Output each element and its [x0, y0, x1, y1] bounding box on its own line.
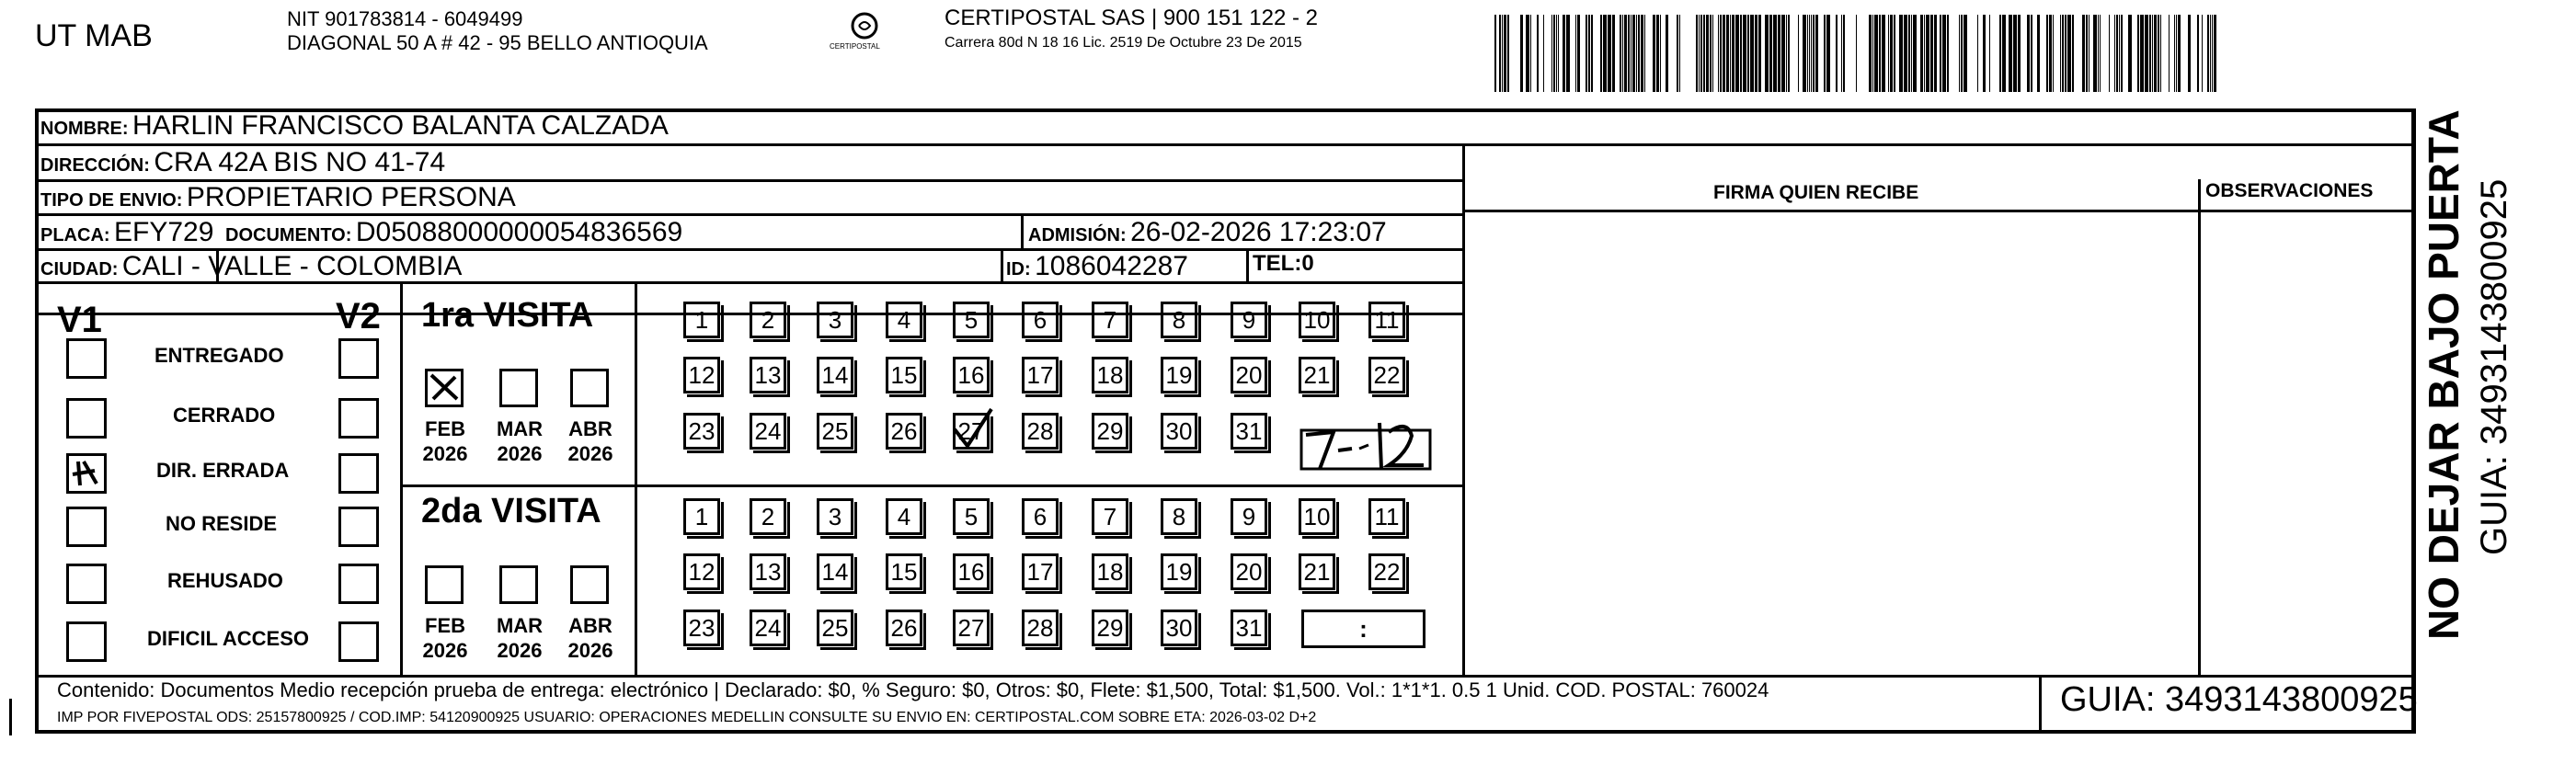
day-box[interactable]: 29 — [1092, 610, 1128, 646]
day-box[interactable]: 5 — [953, 498, 990, 535]
direccion-value: CRA 42A BIS NO 41-74 — [154, 147, 446, 177]
month-name: MAR — [496, 614, 544, 637]
v2-checkbox[interactable] — [338, 621, 379, 662]
month-checkbox[interactable] — [425, 369, 464, 407]
status-label: ENTREGADO — [155, 344, 284, 367]
company-name: UT MAB — [35, 18, 153, 53]
month-year: 2026 — [567, 442, 613, 465]
month-year: 2026 — [422, 639, 468, 662]
month-year: 2026 — [497, 639, 543, 662]
day-box[interactable]: 19 — [1161, 357, 1197, 393]
month-year: 2026 — [567, 639, 613, 662]
month-name: MAR — [496, 417, 544, 440]
day-box[interactable]: 26 — [886, 610, 922, 646]
footer-contents: Contenido: Documentos Medio recepción prueba de entrega: electrónico | Declarado: $0, % Seguro: $0, Otros: $0, Flete: $1,500, Total: $1,500. Vol.: 1*1*1. 0.5 1 Unid. COD. POSTAL: 760024 — [57, 678, 1769, 701]
firma-header: FIRMA QUIEN RECIBE — [1713, 182, 1919, 203]
month-label — [419, 416, 471, 466]
day-box[interactable]: 30 — [1161, 610, 1197, 646]
v1-checkbox[interactable] — [66, 507, 107, 547]
ciudad-field — [40, 251, 462, 282]
month-checkbox[interactable] — [570, 369, 609, 407]
first-visit-title: 1ra VISITA — [421, 296, 594, 335]
day-box[interactable]: 27 — [953, 610, 990, 646]
tel-value: 0 — [1301, 251, 1314, 276]
tipo-envio-field — [40, 182, 516, 213]
month-label — [565, 613, 616, 663]
day-box[interactable]: 2 — [750, 302, 786, 338]
nit-line: NIT 901783814 - 6049499 — [287, 7, 523, 30]
month-name: FEB — [425, 417, 465, 440]
logo-caption: CERTIPOSTAL — [830, 42, 880, 51]
tipo-envio-label: TIPO DE ENVIO: — [40, 190, 183, 211]
day-box[interactable]: 13 — [750, 553, 786, 590]
day-box[interactable]: 14 — [817, 553, 853, 590]
day-box[interactable]: 30 — [1161, 413, 1197, 450]
nombre-field — [40, 110, 669, 142]
day-box[interactable]: 23 — [683, 413, 720, 450]
admision-label: ADMISIÓN: — [1028, 225, 1127, 245]
day-box[interactable]: 9 — [1231, 498, 1267, 535]
placa-field — [40, 217, 213, 248]
id-value: 1086042287 — [1035, 251, 1188, 281]
day-box[interactable]: 16 — [953, 357, 990, 393]
day-box[interactable]: 5 — [953, 302, 990, 338]
documento-value: D05088000000054836569 — [355, 217, 683, 247]
month-year: 2026 — [497, 442, 543, 465]
side-warning: NO DEJAR BAJO PUERTA — [2420, 109, 2467, 640]
day-box[interactable]: 29 — [1092, 413, 1128, 450]
day-box[interactable]: 17 — [1022, 553, 1059, 590]
nombre-value: HARLIN FRANCISCO BALANTA CALZADA — [132, 110, 669, 141]
day-box[interactable]: 24 — [750, 413, 786, 450]
day-box[interactable]: 4 — [886, 498, 922, 535]
month-label — [494, 613, 545, 663]
day-box[interactable]: 16 — [953, 553, 990, 590]
day-box[interactable]: 25 — [817, 610, 853, 646]
month-label — [419, 613, 471, 663]
admision-field — [1028, 217, 1387, 248]
ciudad-value: CALI - VALLE - COLOMBIA — [121, 251, 463, 281]
day-box[interactable]: 28 — [1022, 413, 1059, 450]
day-box[interactable]: 18 — [1092, 553, 1128, 590]
v1-checkbox[interactable] — [66, 453, 107, 494]
nombre-label: NOMBRE: — [40, 119, 129, 139]
day-box[interactable]: 2 — [750, 498, 786, 535]
day-box[interactable]: 24 — [750, 610, 786, 646]
day-box[interactable]: 1 — [683, 498, 720, 535]
status-label: CERRADO — [173, 404, 276, 427]
day-box[interactable]: 17 — [1022, 357, 1059, 393]
certipostal-line2: Carrera 80d N 18 16 Lic. 2519 De Octubre 23 De 2015 — [945, 35, 1302, 51]
month-name: FEB — [425, 614, 465, 637]
v2-checkbox[interactable] — [338, 338, 379, 379]
day-box[interactable]: 12 — [683, 553, 720, 590]
observaciones-header: OBSERVACIONES — [2205, 180, 2374, 201]
day-box[interactable]: 9 — [1231, 302, 1267, 338]
placa-label: PLACA: — [40, 225, 110, 245]
day-box[interactable]: 26 — [886, 413, 922, 450]
v2-checkbox[interactable] — [338, 564, 379, 604]
day-box[interactable]: 21 — [1299, 553, 1335, 590]
status-label: REHUSADO — [167, 569, 283, 592]
v2-checkbox[interactable] — [338, 453, 379, 494]
day-box[interactable]: 28 — [1022, 610, 1059, 646]
side-guia: GUIA: 3493143800925 — [2474, 178, 2514, 555]
day-box[interactable]: 15 — [886, 553, 922, 590]
id-label: ID: — [1006, 259, 1031, 279]
month-label — [494, 416, 545, 466]
day-box[interactable]: 19 — [1161, 553, 1197, 590]
certipostal-logo — [828, 9, 901, 55]
direccion-field — [40, 147, 445, 178]
edge-tick — [9, 699, 12, 735]
v1-header: V1 — [57, 300, 102, 340]
month-checkbox[interactable] — [499, 565, 538, 604]
day-box[interactable]: 31 — [1231, 413, 1267, 450]
placa-value: EFY729 — [114, 217, 214, 247]
day-box[interactable]: 10 — [1299, 498, 1335, 535]
day-box[interactable]: 6 — [1022, 302, 1059, 338]
month-label — [565, 416, 616, 466]
address-line: DIAGONAL 50 A # 42 - 95 BELLO ANTIOQUIA — [287, 31, 708, 54]
month-checkbox[interactable] — [570, 565, 609, 604]
v1-checkbox[interactable] — [66, 398, 107, 439]
direccion-label: DIRECCIÓN: — [40, 155, 150, 176]
status-label: NO RESIDE — [166, 512, 278, 535]
footer-guia: GUIA: 3493143800925 — [2060, 680, 2418, 719]
barcode — [1494, 15, 2226, 92]
day-box[interactable]: 20 — [1231, 357, 1267, 393]
day-box[interactable]: 13 — [750, 357, 786, 393]
day-box[interactable]: 7 — [1092, 302, 1128, 338]
documento-label: DOCUMENTO: — [225, 225, 352, 245]
tel-label: TEL: — [1253, 251, 1302, 276]
footer-imp: IMP POR FIVEPOSTAL ODS: 25157800925 / COD.IMP: 54120900925 USUARIO: OPERACIONES MEDELLIN CONSULTE SU ENVIO EN: CERTIPOSTAL.COM SOBRE ETA: 2026-03-02 D+2 — [57, 710, 1317, 725]
ciudad-label: CIUDAD: — [40, 259, 119, 279]
v1-checkbox[interactable] — [66, 564, 107, 604]
day-box[interactable]: 1 — [683, 302, 720, 338]
day-box[interactable]: 7 — [1092, 498, 1128, 535]
day-box[interactable]: 22 — [1368, 357, 1405, 393]
second-visit-title: 2da VISITA — [421, 492, 601, 530]
day-box[interactable]: 14 — [817, 357, 853, 393]
status-label: DIR. ERRADA — [156, 459, 290, 482]
certipostal-line1: CERTIPOSTAL SAS | 900 151 122 - 2 — [945, 6, 1318, 30]
month-checkbox[interactable] — [499, 369, 538, 407]
v2-header: V2 — [336, 296, 381, 336]
day-box[interactable]: 22 — [1368, 553, 1405, 590]
day-box[interactable]: 8 — [1161, 498, 1197, 535]
month-name: ABR — [568, 417, 613, 440]
time-box[interactable]: : — [1301, 610, 1425, 648]
day-box[interactable]: 11 — [1368, 498, 1405, 535]
month-checkbox[interactable] — [425, 565, 464, 604]
day-box[interactable]: 20 — [1231, 553, 1267, 590]
day-box[interactable]: 4 — [886, 302, 922, 338]
v2-checkbox[interactable] — [338, 398, 379, 439]
day-box[interactable]: 23 — [683, 610, 720, 646]
day-box[interactable]: 18 — [1092, 357, 1128, 393]
v1-checkbox[interactable] — [66, 621, 107, 662]
v2-checkbox[interactable] — [338, 507, 379, 547]
day-box[interactable]: 6 — [1022, 498, 1059, 535]
day-box[interactable]: 3 — [817, 498, 853, 535]
day-box[interactable]: 3 — [817, 302, 853, 338]
month-name: ABR — [568, 614, 613, 637]
admision-value: 26-02-2026 17:23:07 — [1130, 217, 1387, 247]
documento-field — [225, 217, 682, 248]
status-label: DIFICIL ACCESO — [147, 627, 310, 650]
day-box[interactable]: 11 — [1368, 302, 1405, 338]
day-box[interactable]: 12 — [683, 357, 720, 393]
tipo-envio-value: PROPIETARIO PERSONA — [186, 182, 516, 212]
day-box[interactable]: 15 — [886, 357, 922, 393]
day-box[interactable]: 25 — [817, 413, 853, 450]
v1-checkbox[interactable] — [66, 338, 107, 379]
day-box[interactable]: 27 — [953, 413, 990, 450]
id-field — [1006, 251, 1188, 282]
day-box[interactable]: 10 — [1299, 302, 1335, 338]
day-box[interactable]: 21 — [1299, 357, 1335, 393]
handwritten-time — [1297, 412, 1435, 476]
month-year: 2026 — [422, 442, 468, 465]
day-box[interactable]: 8 — [1161, 302, 1197, 338]
day-box[interactable]: 31 — [1231, 610, 1267, 646]
tel-field — [1253, 251, 1314, 277]
